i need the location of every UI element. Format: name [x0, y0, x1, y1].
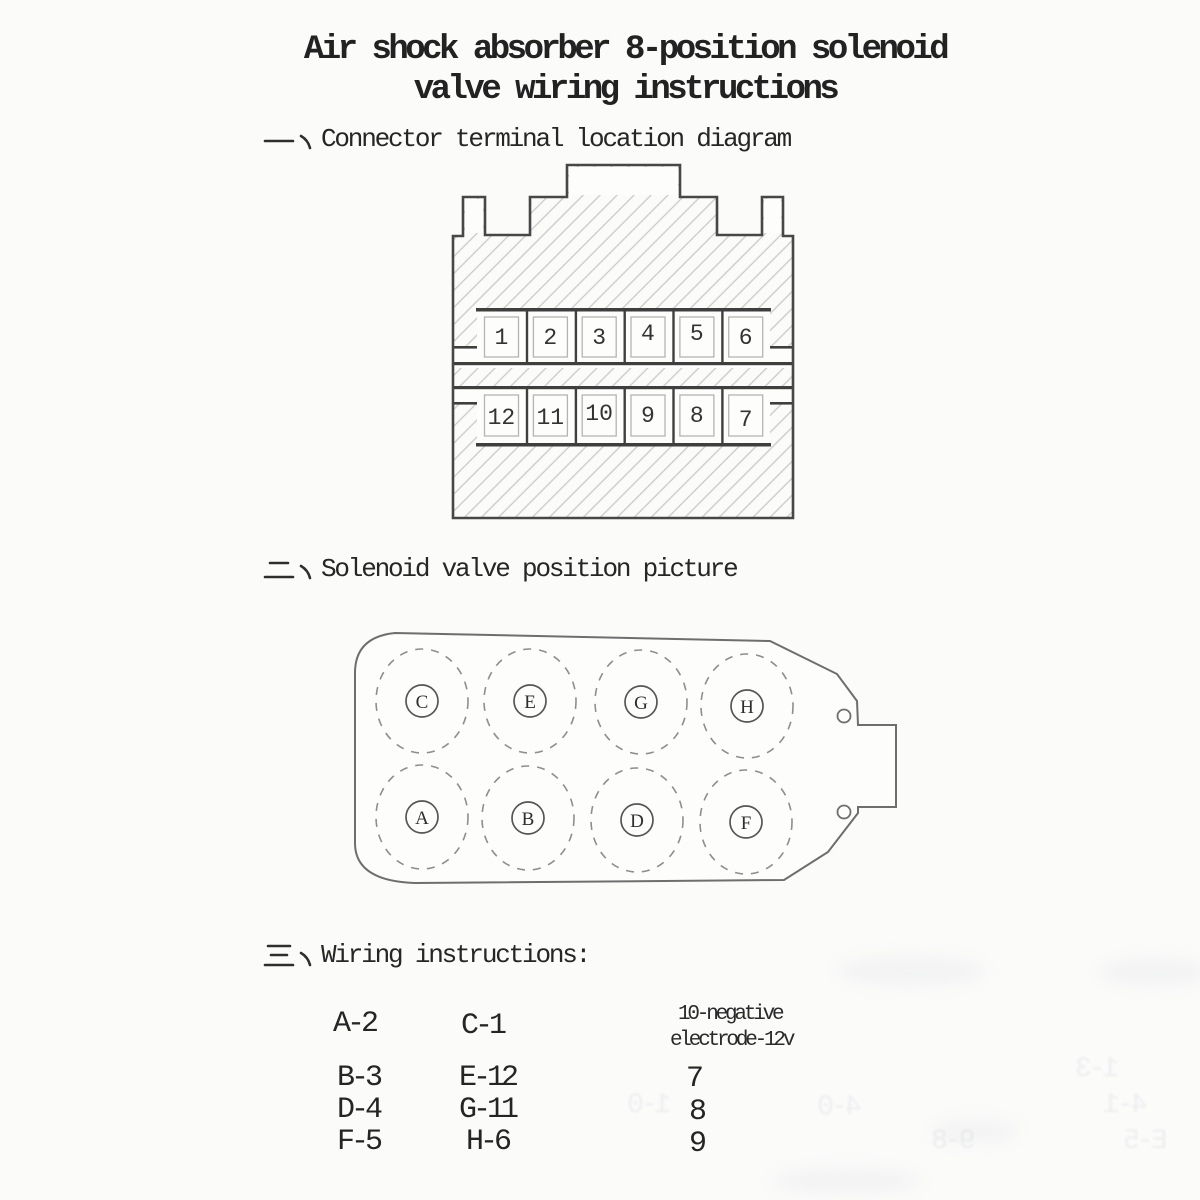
valve-label-D: D [630, 811, 644, 832]
terminal-4: 4 [640, 321, 655, 347]
connector-terminal-diagram [440, 160, 800, 525]
section3-title: Wiring instructions: [321, 940, 590, 970]
page-title [25, 30, 1200, 110]
ghost-text: E-5 [1126, 1126, 1168, 1157]
wiring-terminal-9: 9 [689, 1127, 704, 1161]
valve-label-H: H [740, 697, 754, 718]
page-title-line2: valve wiring instructions [413, 71, 837, 109]
connector-left-prong [465, 199, 483, 233]
section1-header [262, 124, 790, 154]
ghost-text: 1-3 [1078, 1054, 1120, 1085]
ghost-text: 4-1 [1106, 1090, 1148, 1121]
terminal-11: 11 [536, 405, 565, 431]
terminal-8: 8 [689, 403, 704, 429]
valve-label-G: G [634, 693, 648, 714]
terminal-12: 12 [487, 405, 516, 431]
solenoid-body-outline [355, 633, 896, 883]
scan-smudge [836, 956, 986, 986]
wiring-pair-F5: F-5 [337, 1125, 380, 1159]
scan-smudge [772, 1168, 922, 1194]
wiring-pair-G11: G-11 [459, 1093, 516, 1127]
section1-title: Connector terminal location diagram [321, 124, 791, 154]
wiring-terminal-7: 7 [686, 1062, 701, 1096]
wiring-terminal-8: 8 [689, 1095, 704, 1129]
cjk-two-icon [262, 554, 312, 584]
connector-top-tab [569, 167, 678, 195]
section3-header [262, 940, 589, 970]
valve-label-E: E [524, 692, 536, 713]
wiring-pair-E12: E-12 [459, 1061, 516, 1095]
terminal-1: 1 [494, 325, 509, 351]
valve-label-B: B [521, 809, 535, 830]
wiring-pair-D4: D-4 [337, 1093, 380, 1127]
scan-smudge [1098, 958, 1200, 986]
scan-smudge [930, 1120, 1020, 1142]
ghost-text: 1-0 [630, 1090, 672, 1121]
valve-label-A: A [415, 808, 429, 829]
terminal-5: 5 [689, 321, 704, 347]
ghost-text: 4-0 [820, 1092, 862, 1123]
valve-label-C: C [415, 692, 429, 713]
terminal-10: 10 [585, 401, 613, 427]
terminal-6: 6 [738, 325, 753, 351]
cjk-one-icon [262, 124, 312, 154]
wiring-pair-C1: C-1 [461, 1009, 504, 1043]
wiring-pair-H6: H-6 [466, 1125, 509, 1159]
terminal-7: 7 [738, 407, 753, 433]
wiring-negative-electrode-line1: 10-negative [678, 1003, 782, 1026]
connector-right-prong [764, 199, 781, 233]
terminal-9: 9 [640, 403, 655, 429]
solenoid-valve-position-diagram [340, 615, 910, 900]
ghost-text: 9-8 [934, 1126, 976, 1157]
terminal-2: 2 [543, 325, 558, 351]
terminal-3: 3 [592, 325, 607, 351]
cjk-three-icon [262, 940, 312, 970]
valve-label-F: F [740, 813, 752, 834]
wiring-pair-A2: A-2 [333, 1007, 376, 1041]
page-title-line1: Air shock absorber 8-position solenoid [303, 31, 947, 69]
section2-header [262, 554, 736, 584]
wiring-pair-B3: B-3 [337, 1061, 380, 1095]
wiring-negative-electrode-line2: electrode-12v [670, 1029, 793, 1052]
section2-title: Solenoid valve position picture [321, 554, 737, 584]
